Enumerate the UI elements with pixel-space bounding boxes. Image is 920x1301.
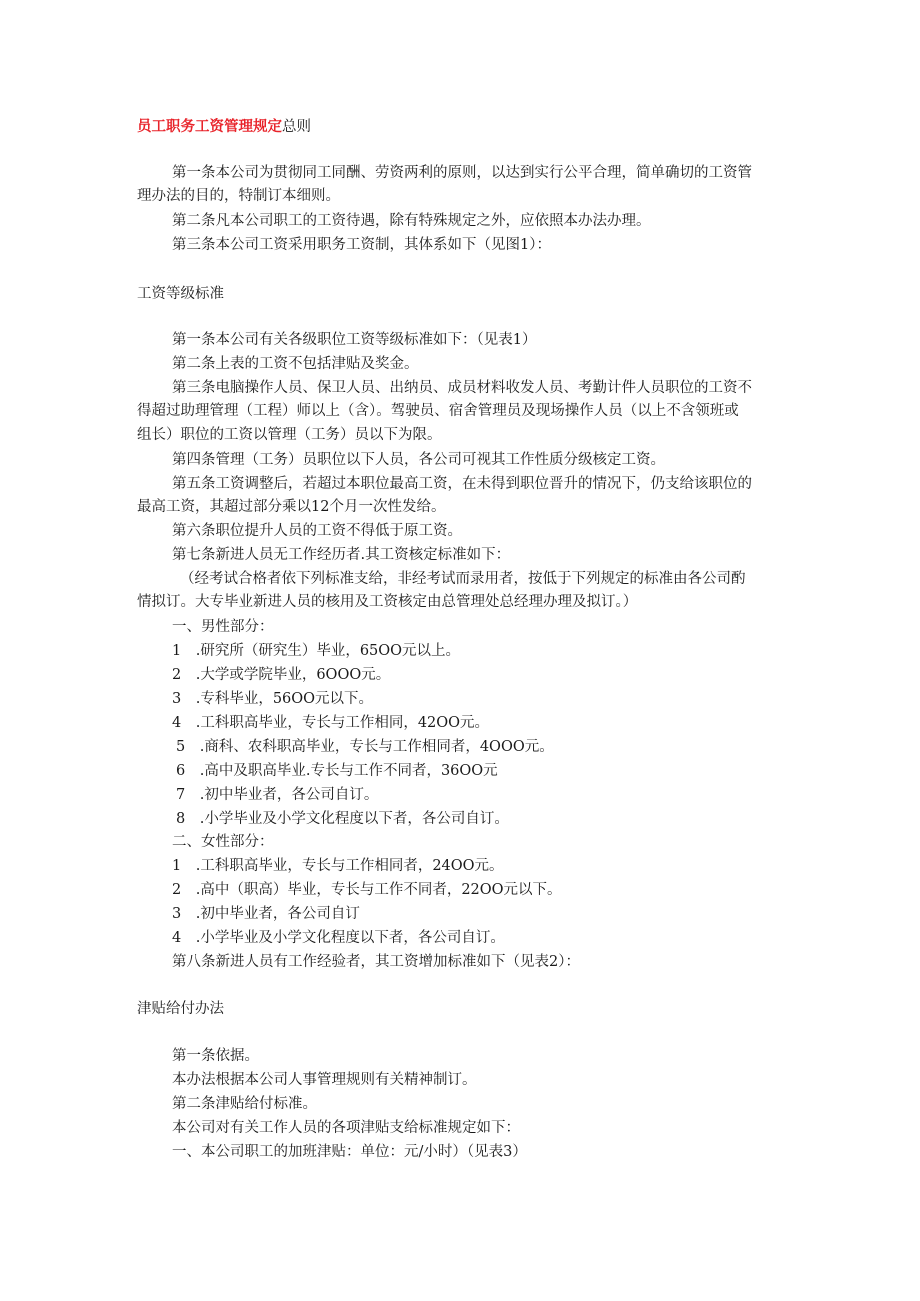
list-item: 3 .专科毕业，56OO元以下。 (172, 691, 374, 707)
paragraph-line: 第一条本公司为贯彻同工同酬、劳资两利的原则，以达到实行公平合理，简单确切的工资管 (172, 165, 752, 181)
paragraph-line: 第六条职位提升人员的工资不得低于原工资。 (172, 523, 462, 539)
section-heading: 工资等级标准 (137, 286, 224, 302)
list-item: 3 .初中毕业者，各公司自订 (172, 906, 360, 922)
paragraph-line: 第二条凡本公司职工的工资待遇，除有特殊规定之外，应依照本办法办理。 (172, 213, 651, 229)
paragraph-line: 第三条电脑操作人员、保卫人员、出纳员、成员材料收发人员、考勤计件人员职位的工资不 (172, 380, 752, 396)
paragraph-line: 组长）职位的工资以管理（工务）员以下为限。 (137, 427, 442, 443)
list-heading: 一、男性部分： (172, 619, 274, 635)
list-item: 4 .小学毕业及小学文化程度以下者，各公司自订。 (172, 930, 505, 946)
title-rest: 总则 (282, 119, 311, 135)
paragraph-line: 得超过助理管理（工程）师以上（含）。驾驶员、宿舍管理员及现场操作人员（以上不含领班或 (137, 403, 739, 419)
list-item: 5 .商科、农科职高毕业，专长与工作相同者，4OOO元。 (176, 739, 554, 755)
paragraph-line: 理办法的目的，特制订本细则。 (137, 188, 340, 204)
paragraph-line: 第七条新进人员无工作经历者.其工资核定标准如下： (172, 547, 511, 563)
paragraph-line: （经考试合格者依下列标准支给，非经考试而录用者，按低于下列规定的标准由各公司酌 (180, 571, 746, 587)
list-item: 7 .初中毕业者，各公司自订。 (176, 787, 379, 803)
paragraph-line: 第二条上表的工资不包括津贴及奖金。 (172, 356, 419, 372)
list-item: 8 .小学毕业及小学文化程度以下者，各公司自订。 (176, 811, 509, 827)
paragraph-line: 本办法根据本公司人事管理规则有关精神制订。 (172, 1072, 477, 1088)
title-highlight: 员工职务工资管理规定 (137, 118, 282, 135)
page-title (137, 116, 311, 138)
list-item: 2 .大学或学院毕业，6OOO元。 (172, 667, 391, 683)
list-heading: 二、女性部分： (172, 834, 274, 850)
paragraph-line: 一、本公司职工的加班津贴：单位：元/小时）（见表3） (172, 1144, 527, 1160)
paragraph-line: 最高工资，其超过部分乘以12个月一次性发给。 (137, 499, 446, 515)
paragraph-line: 第四条管理（工务）员职位以下人员，各公司可视其工作性质分级核定工资。 (172, 452, 665, 468)
paragraph-line: 第一条依据。 (172, 1048, 259, 1064)
list-item: 1 .工科职高毕业，专长与工作相同者，24OO元。 (172, 858, 504, 874)
section-heading: 津贴给付办法 (137, 1001, 224, 1017)
paragraph-line: 第五条工资调整后，若超过本职位最高工资，在未得到职位晋升的情况下，仍支给该职位的 (172, 476, 752, 492)
paragraph-line: 第二条津贴给付标准。 (172, 1096, 317, 1112)
paragraph-line: 第一条本公司有关各级职位工资等级标准如下：（见表1） (172, 332, 537, 348)
paragraph-line: 第八条新进人员有工作经验者，其工资增加标准如下（见表2）： (172, 954, 580, 970)
list-item: 4 .工科职高毕业，专长与工作相同，42OO元。 (172, 715, 490, 731)
paragraph-line: 本公司对有关工作人员的各项津贴支给标准规定如下： (172, 1120, 520, 1136)
paragraph-line: 第三条本公司工资采用职务工资制，其体系如下（见图1）： (172, 237, 551, 253)
list-item: 2 .高中（职高）毕业，专长与工作不同者，22OO元以下。 (172, 882, 562, 898)
paragraph-line: 情拟订。大专毕业新进人员的核用及工资核定由总管理处总经理办理及拟订。） (137, 594, 638, 610)
list-item: 1 .研究所（研究生）毕业，65OO元以上。 (172, 643, 461, 659)
list-item: 6 .高中及职高毕业.专长与工作不同者，36OO元 (176, 763, 498, 779)
